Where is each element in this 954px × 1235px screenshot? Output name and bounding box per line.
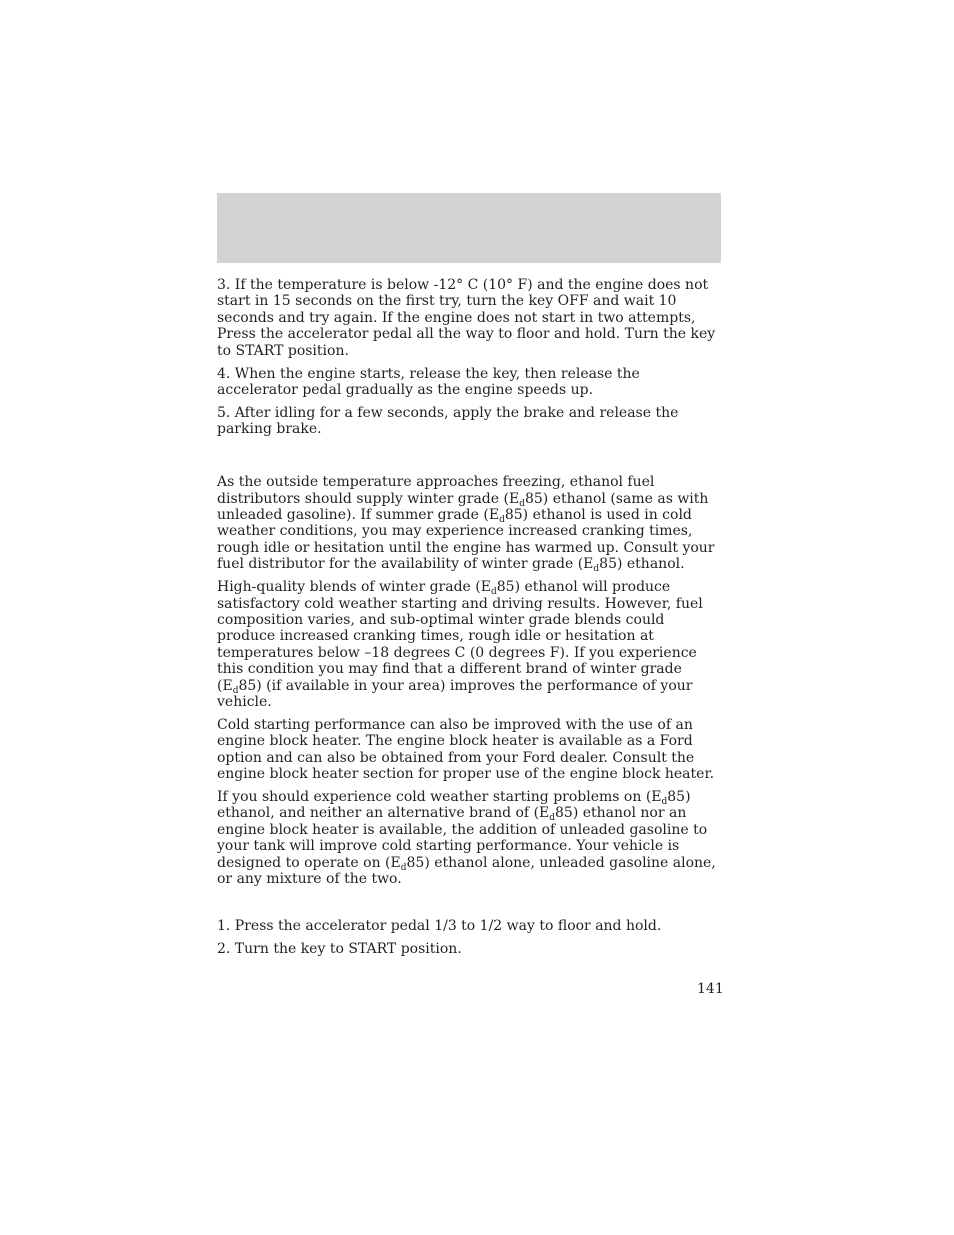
step-3: 3. If the temperature is below -12° C (10° F) and the engine does not start in 15 seconds on the first try, turn the key OFF and wait 10 seconds and try again. If the engine does not start in two attempts, Press the accelerator pedal all the way to floor and hold. Turn the key to START position. [217, 277, 716, 359]
paragraph-winter-grade: As the outside temperature approaches freezing, ethanol fuel distributors should supply winter grade $(E_d85)$ ethanol (same as with unleaded gasoline). If summer grade $(E_d85)$ ethanol is used in cold weather conditions, you may experience increased cranking times, rough idle or hesitation until the engine has warmed up. Consult your fuel distributor for the availability of winter grade $(E_d85)$ ethanol. [217, 474, 715, 575]
paragraph-blends: High-quality blends of winter grade $(E_d85)$ ethanol will produce satisfactory cold weather starting and driving results. However, fuel composition varies, and sub-optimal winter grade blends could produce increased cranking times, rough idle or hesitation at temperatures below –18 degrees C (0 degrees F). If you experience this condition you may find that a different brand of winter grade $(E_d85)$ (if available in your area) improves the performance of your vehicle. [217, 579, 703, 710]
step-2: 2. Turn the key to START position. [217, 940, 462, 957]
section-header-bar [217, 193, 721, 263]
page-number: 141 [697, 981, 724, 997]
step-4: 4. When the engine starts, release the key, then release the accelerator pedal gradually as the engine speeds up. [217, 365, 640, 398]
section-gap [217, 894, 723, 918]
paragraph-block-heater: Cold starting performance can also be improved with the use of an engine block heater. The engine block heater is available as a Ford option and can also be obtained from your Ford dealer. Consult the engine block heater section for proper use of the engine block heater. [217, 716, 715, 783]
step-1: 1. Press the accelerator pedal 1/3 to 1/2 way to floor and hold. [217, 917, 662, 934]
section-gap [217, 444, 723, 474]
step-5: 5. After idling for a few seconds, apply the brake and release the parking brake. [217, 404, 679, 438]
page-content [217, 277, 723, 964]
paragraph-unleaded-mix: If you should experience cold weather starting problems on $(E_d85)$ ethanol, and neither an alternative brand of $(E_d85)$ ethanol nor an engine block heater is available, the addition of unleaded gasoline to your tank will improve cold starting performance. Your vehicle is designed to operate on $(E_d85)$ ethanol alone, unleaded gasoline alone, or any mixture of the two. [217, 788, 716, 887]
